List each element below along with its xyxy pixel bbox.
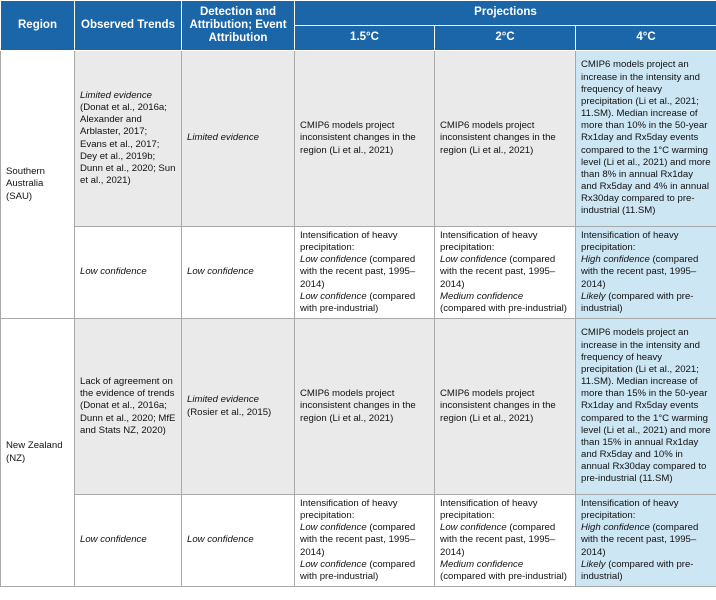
sau-detection: Limited evidence: [182, 51, 295, 227]
sau-4c-intensification: Intensification of heavy precipitation:: [581, 229, 679, 254]
nz-2c-pre-industrial: Medium confidence (compared with pre-industrial): [440, 558, 567, 582]
region-sau: Southern Australia (SAU): [1, 51, 75, 319]
table-row: [1, 319, 716, 495]
sau-projection-4c: CMIP6 models project an increase in the intensity and frequency of heavy precipitation (Li et al., 2021; 11.SM). Median increase of more than 10% in the 50-year Rx1day and Rx5day events compared to the 1°C warming level (Li et al., 2021) and more than 8% in annual Rx1day and Rx5day and 4% in annual Rx30day compared to pre-industrial (11.SM): [576, 51, 716, 227]
table-row: [1, 227, 716, 319]
nz-2c-recent-past: Low confidence (compared with the recent past, 1995–2014): [440, 522, 556, 558]
nz-confidence-2c: [435, 495, 576, 587]
nz-1-5c-recent-past: Low confidence (compared with the recent past, 1995–2014): [300, 522, 416, 558]
region-nz: New Zealand (NZ): [1, 319, 75, 587]
header-detection-attribution: Detection and Attribution; Event Attribution: [182, 1, 295, 51]
nz-4c-pre-industrial: Likely (compared with pre-industrial): [581, 558, 694, 582]
header-1-5c: 1.5°C: [295, 26, 435, 51]
header-2c: 2°C: [435, 26, 576, 51]
nz-observed-confidence: Low confidence: [75, 495, 182, 587]
sau-confidence-2c: [435, 227, 576, 319]
sau-2c-pre-industrial: Medium confidence (compared with pre-industrial): [440, 290, 567, 314]
table-row: [1, 51, 716, 227]
nz-observed-trends: Lack of agreement on the evidence of trends (Donat et al., 2016a; Dunn et al., 2020; MfE and Stats NZ, 2020): [75, 319, 182, 495]
sau-2c-recent-past: Low confidence (compared with the recent past, 1995–2014): [440, 254, 556, 290]
nz-detection-italic: Limited evidence: [187, 394, 259, 406]
nz-1-5c-pre-industrial: Low confidence (compared with pre-industrial): [300, 558, 416, 582]
nz-projection-2c: CMIP6 models project inconsistent changes in the region (Li et al., 2021): [435, 319, 576, 495]
nz-detection-confidence: Low confidence: [182, 495, 295, 587]
nz-2c-intensification: Intensification of heavy precipitation:: [440, 497, 538, 522]
sau-projection-1-5c: CMIP6 models project inconsistent changes in the region (Li et al., 2021): [295, 51, 435, 227]
nz-1-5c-intensification: Intensification of heavy precipitation:: [300, 497, 398, 522]
sau-1-5c-intensification: Intensification of heavy precipitation:: [300, 229, 398, 254]
nz-detection-rest: (Rosier et al., 2015): [187, 406, 272, 418]
sau-projection-2c: CMIP6 models project inconsistent changes in the region (Li et al., 2021): [435, 51, 576, 227]
sau-observed-italic: Limited evidence: [80, 89, 152, 101]
nz-4c-recent-past: High confidence (compared with the recent past, 1995–2014): [581, 522, 699, 558]
sau-detection-confidence: Low confidence: [182, 227, 295, 319]
sau-4c-recent-past: High confidence (compared with the recent past, 1995–2014): [581, 254, 699, 290]
sau-observed-rest: (Donat et al., 2016a; Alexander and Arblaster, 2017; Evans et al., 2017; Dey et al., 2019b; Dunn et al., 2020; Sun et al., 2021): [80, 101, 176, 187]
sau-observed-confidence: Low confidence: [75, 227, 182, 319]
header-projections: Projections: [295, 1, 716, 26]
sau-1-5c-recent-past: Low confidence (compared with the recent past, 1995–2014): [300, 254, 416, 290]
sau-4c-pre-industrial: Likely (compared with pre-industrial): [581, 290, 694, 314]
nz-confidence-4c: [576, 495, 716, 587]
header-4c: 4°C: [576, 26, 716, 51]
table-row: [1, 495, 716, 587]
sau-confidence-1-5c: [295, 227, 435, 319]
sau-2c-intensification: Intensification of heavy precipitation:: [440, 229, 538, 254]
header-region: Region: [1, 1, 75, 51]
sau-1-5c-pre-industrial: Low confidence (compared with pre-industrial): [300, 290, 416, 314]
nz-4c-intensification: Intensification of heavy precipitation:: [581, 497, 679, 522]
header-observed-trends: Observed Trends: [75, 1, 182, 51]
sau-observed-trends: [75, 51, 182, 227]
nz-confidence-1-5c: [295, 495, 435, 587]
nz-projection-4c: CMIP6 models project an increase in the intensity and frequency of heavy precipitation (Li et al., 2021; 11.SM). Median increase of more than 15% in the 50-year Rx1day and Rx5day events compared to the 1°C warming level (Li et al., 2021) and more than 15% in annual Rx1day and Rx5day and 10% in annual Rx30day compared to pre-industrial (11.SM): [576, 319, 716, 495]
sau-confidence-4c: [576, 227, 716, 319]
nz-detection: [182, 319, 295, 495]
nz-projection-1-5c: CMIP6 models project inconsistent changes in the region (Li et al., 2021): [295, 319, 435, 495]
